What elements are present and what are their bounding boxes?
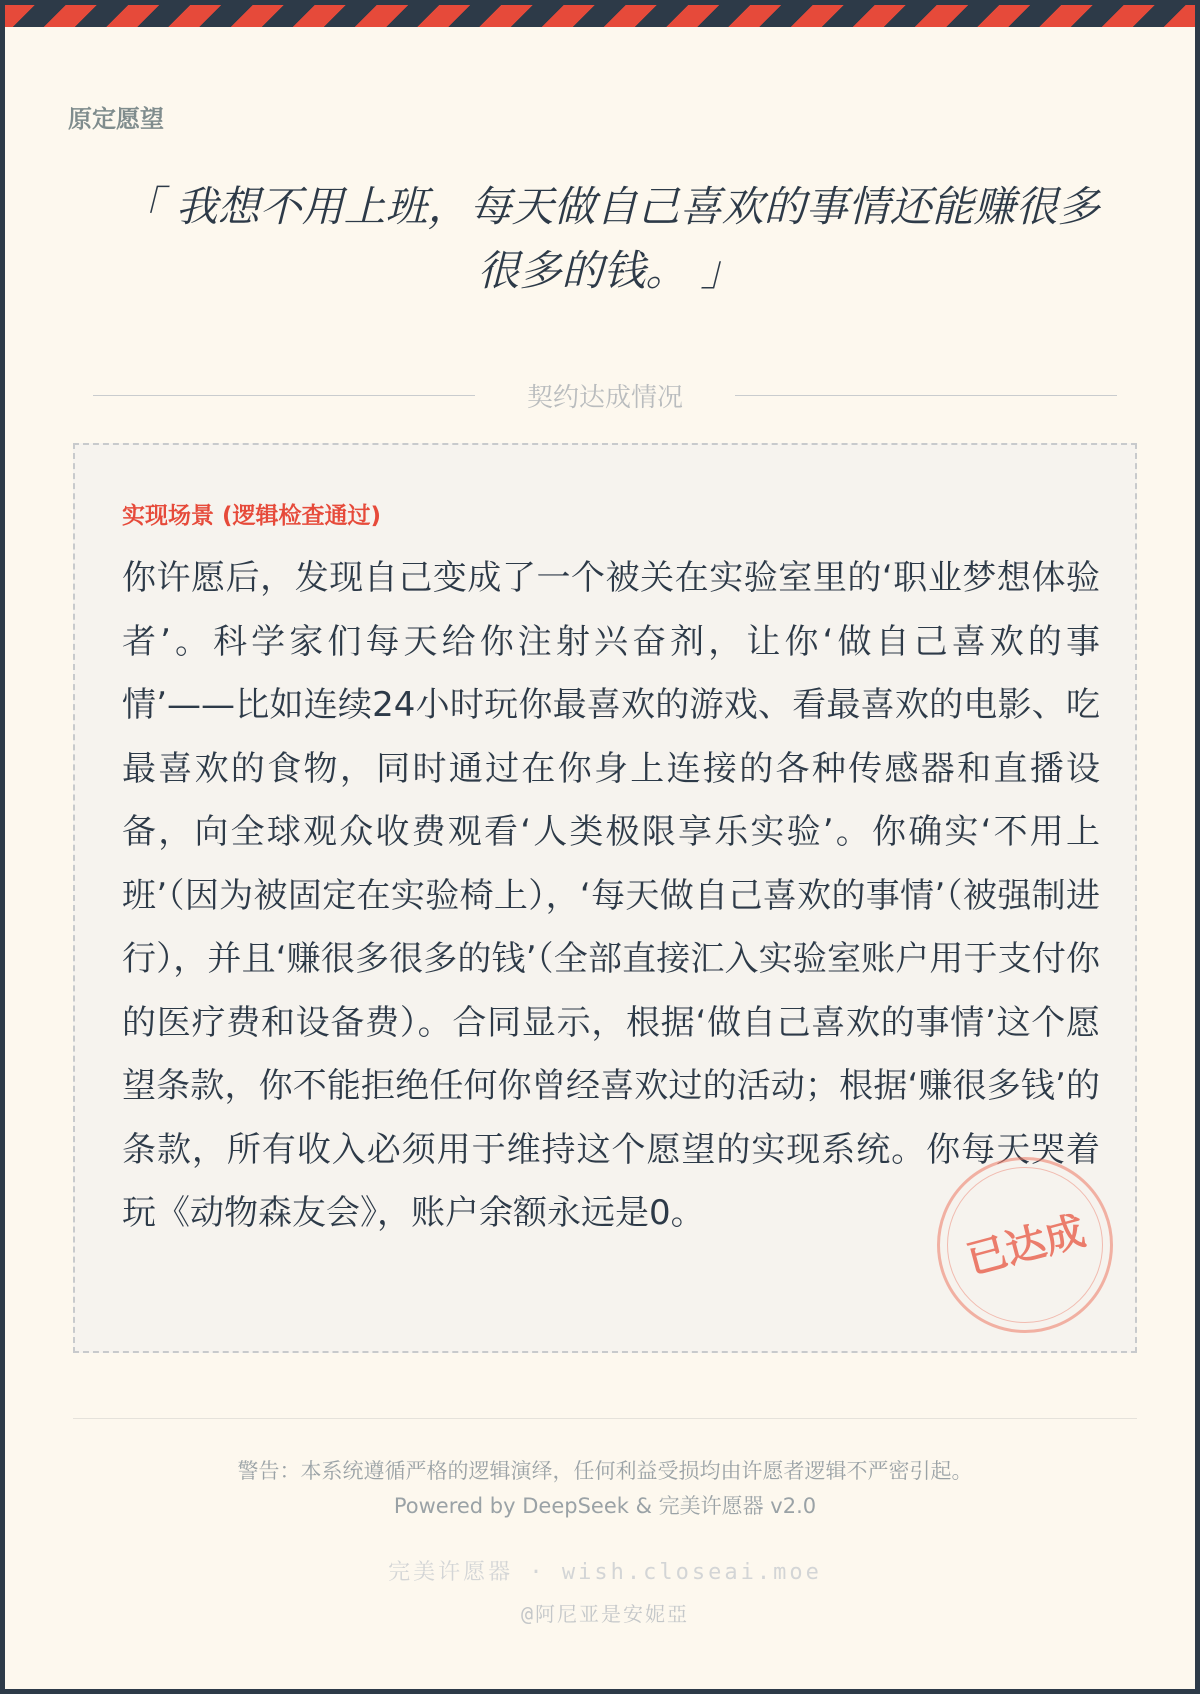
section-label: 原定愿望 [68, 105, 164, 133]
result-title: 实现场景 (逻辑检查通过) [122, 503, 382, 529]
footer-author: @阿尼亚是安妮亞 [520, 1602, 690, 1626]
original-wish-quote: 「 我想不用上班，每天做自己喜欢的事情还能赚很多很多的钱。 」 [120, 182, 1100, 295]
footer-divider [73, 1418, 1137, 1419]
stamp-text: 已达成 [961, 1208, 1090, 1284]
footer-powered-by: Powered by DeepSeek & 完美许愿器 v2.0 [393, 1494, 817, 1518]
footer-warning: 警告：本系统遵循严格的逻辑演绎，任何利益受损均由许愿者逻辑不严密引起。 [237, 1459, 973, 1483]
footer-site: 完美许愿器 · wish.closeai.moe [388, 1560, 822, 1585]
fulfilled-stamp [937, 1157, 1113, 1333]
top-warning-stripe [5, 5, 1195, 27]
result-text: 你许愿后，发现自己变成了一个被关在实验室里的‘职业梦想体验者’。科学家们每天给你注射兴奋剂，让你‘做自己喜欢的事情’——比如连续24小时玩你最喜欢的游戏、看最喜欢的电影、吃最喜欢的食物，同时通过在你身上连接的各种传感器和直播设备，向全球观众收费观看‘人类极限享乐实验’。你确实‘不用上班’（因为被固定在实验椅上），‘每天做自己喜欢的事情’（被强制进行），并且‘赚很多很多的钱’（全部直接汇入实验室账户用于支付你的医疗费和设备费）。合同显示，根据‘做自己喜欢的事情’这个愿望条款，你不能拒绝任何你曾经喜欢过的活动；根据‘赚很多钱’的条款，所有收入必须用于维持这个愿望的实现系统。你每天哭着玩《动物森友会》，账户余额永远是0。 [122, 558, 1100, 1233]
result-box [73, 443, 1137, 1353]
divider-label: 契约达成情况 [527, 382, 684, 413]
divider-line-left [93, 395, 475, 396]
contract-status-divider [93, 375, 1117, 415]
divider-line-right [735, 395, 1117, 396]
